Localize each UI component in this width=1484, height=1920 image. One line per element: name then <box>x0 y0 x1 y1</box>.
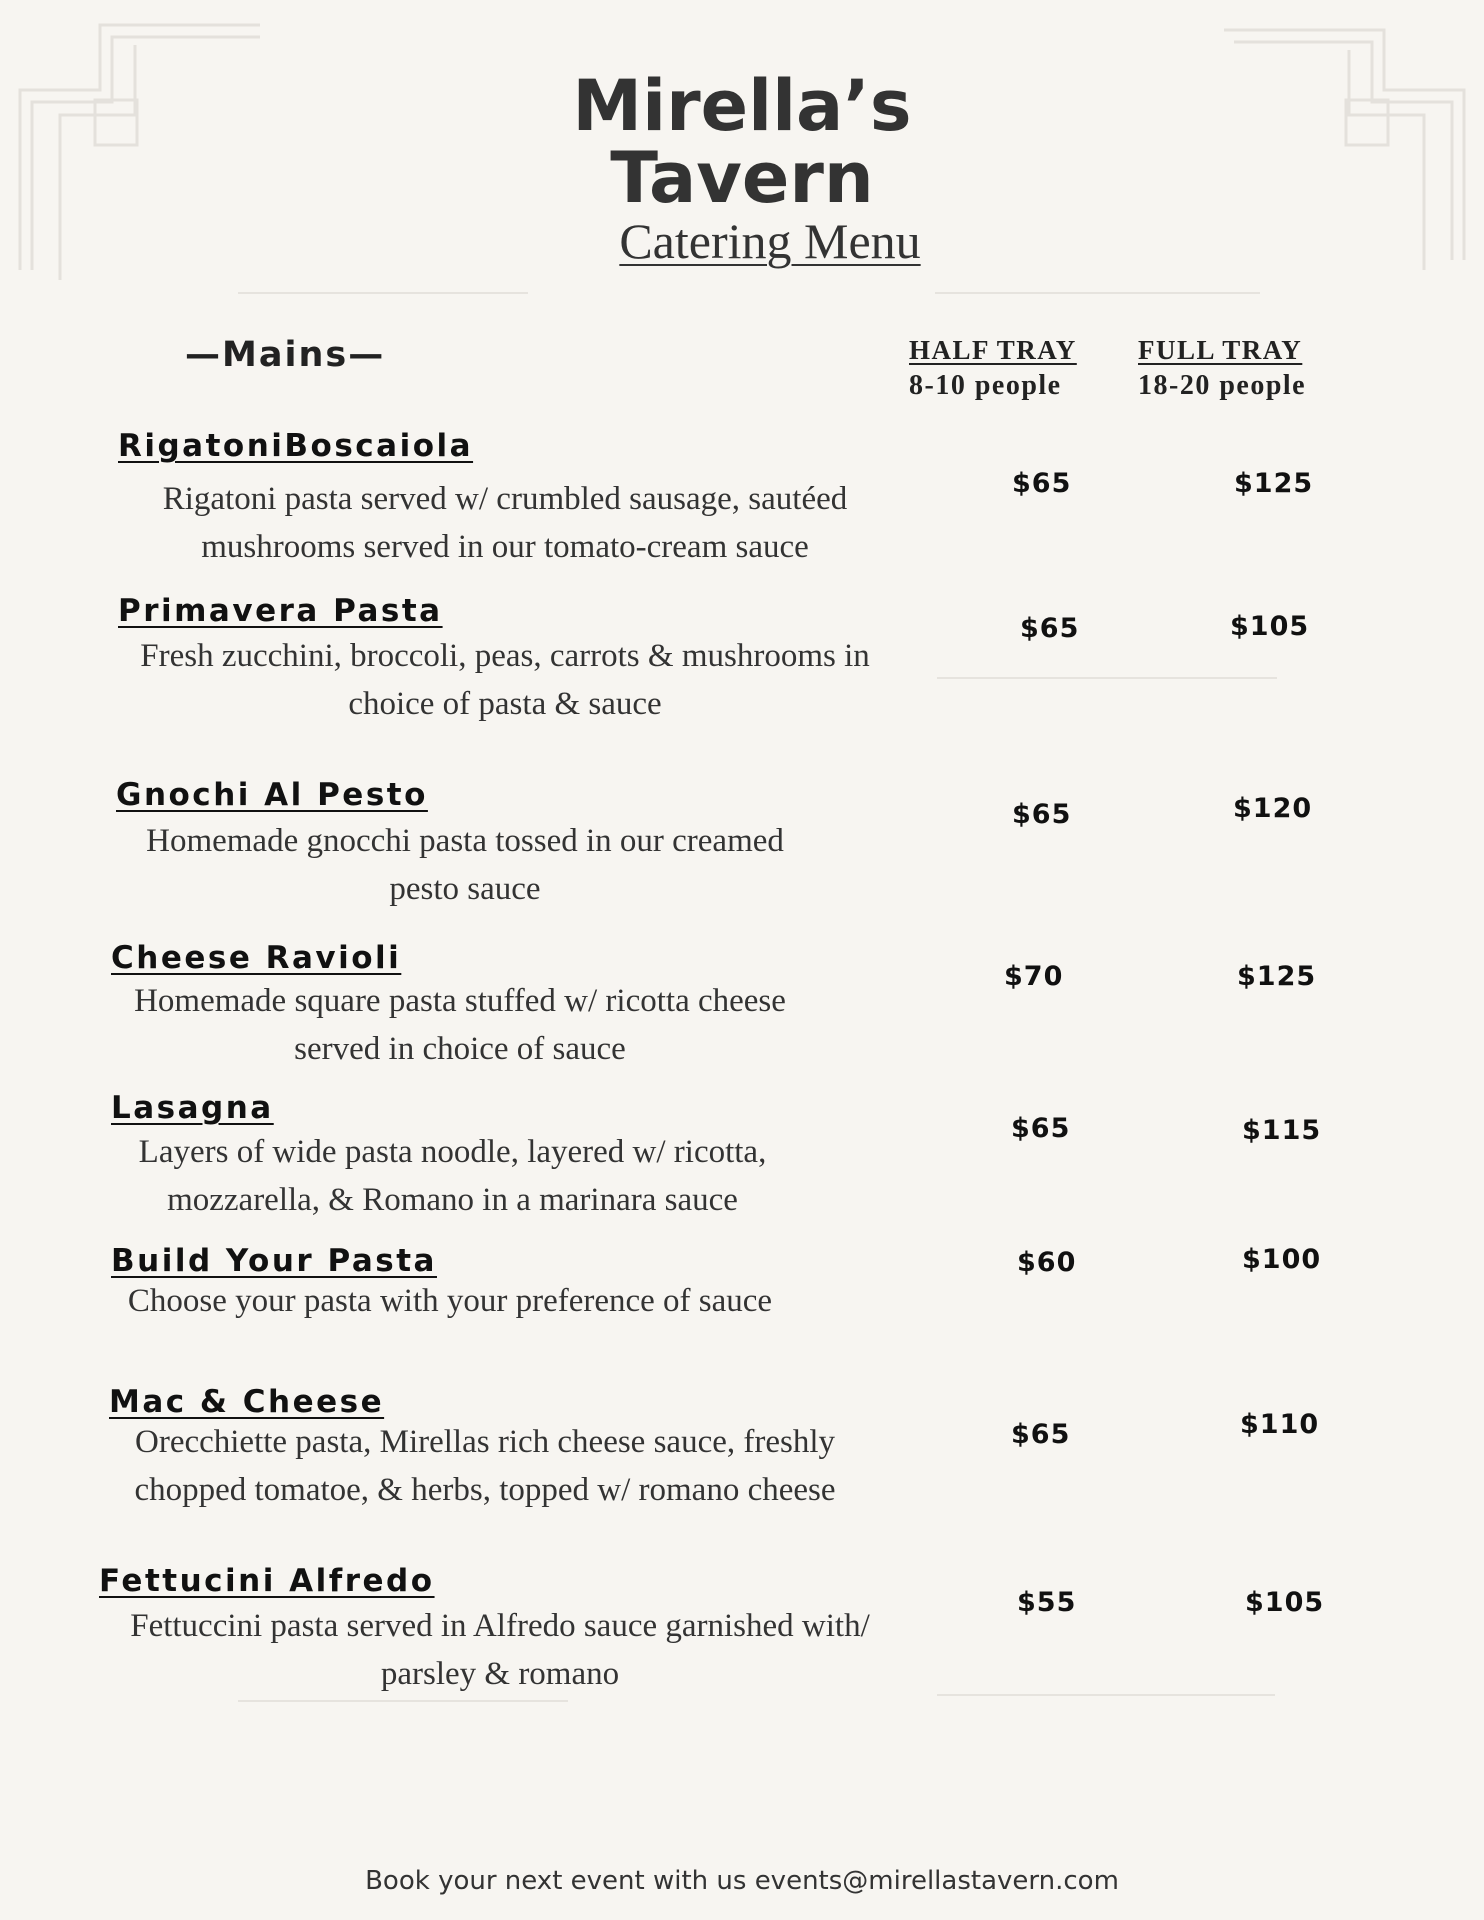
half-tray-price: $65 <box>1020 613 1080 644</box>
menu-item-name: Gnochi Al Pesto <box>116 777 428 813</box>
menu-item-description: Orecchiette pasta, Mirellas rich cheese sauce, freshly chopped tomatoe, & herbs, topped w/ romano cheese <box>134 1424 836 1508</box>
half-tray-serves: 8-10 people <box>909 370 1062 401</box>
full-tray-header <box>1138 335 1306 402</box>
half-tray-price: $65 <box>1012 799 1072 830</box>
half-tray-price: $70 <box>1004 961 1064 992</box>
full-tray-price: $105 <box>1230 611 1310 642</box>
menu-item-description: Rigatoni pasta served w/ crumbled sausage, sautéed mushrooms served in our tomato-cream sauce <box>162 481 848 565</box>
menu-item-description: Homemade square pasta stuffed w/ ricotta cheese served in choice of sauce <box>134 983 786 1067</box>
full-tray-label: FULL TRAY <box>1138 335 1303 365</box>
menu-item-name: RigatoniBoscaiola <box>118 428 474 464</box>
full-tray-price: $110 <box>1240 1409 1320 1440</box>
divider-line <box>238 1700 568 1702</box>
divider-line <box>937 677 1277 679</box>
full-tray-price: $115 <box>1242 1115 1322 1146</box>
menu-item-description: Homemade gnocchi pasta tossed in our creamed pesto sauce <box>146 823 784 907</box>
divider-line <box>937 1694 1275 1696</box>
half-tray-price: $65 <box>1012 468 1072 499</box>
full-tray-price: $125 <box>1237 961 1317 992</box>
half-tray-label: HALF TRAY <box>909 335 1077 365</box>
menu-subtitle: Catering Menu <box>619 213 921 269</box>
half-tray-price: $60 <box>1017 1247 1077 1278</box>
half-tray-header <box>909 335 1077 402</box>
footer-contact: Book your next event with us events@mirellastavern.com <box>365 1866 1119 1896</box>
divider-line <box>935 292 1260 294</box>
menu-item-name: Build Your Pasta <box>111 1243 437 1279</box>
menu-item-name: Lasagna <box>111 1090 274 1126</box>
divider-line <box>238 292 528 294</box>
full-tray-price: $120 <box>1233 793 1313 824</box>
menu-item-description: Fettuccini pasta served in Alfredo sauce garnished with/ parsley & romano <box>130 1608 870 1692</box>
menu-item-name: Cheese Ravioli <box>111 940 402 976</box>
half-tray-price: $65 <box>1011 1419 1071 1450</box>
restaurant-title: Mirella’s Tavern <box>572 65 912 219</box>
menu-item-name: Mac & Cheese <box>109 1384 385 1420</box>
full-tray-serves: 18-20 people <box>1138 370 1307 401</box>
half-tray-price: $65 <box>1011 1113 1071 1144</box>
full-tray-price: $125 <box>1234 468 1314 499</box>
section-title: —Mains— <box>185 335 386 375</box>
menu-item-description: Fresh zucchini, broccoli, peas, carrots & mushrooms in choice of pasta & sauce <box>140 638 870 722</box>
full-tray-price: $105 <box>1245 1587 1325 1618</box>
menu-item-description: Choose your pasta with your preference of sauce <box>127 1283 773 1319</box>
menu-item-name: Primavera Pasta <box>118 593 443 629</box>
menu-item-name: Fettucini Alfredo <box>99 1563 435 1599</box>
menu-item-description: Layers of wide pasta noodle, layered w/ ricotta, mozzarella, & Romano in a marinara sauce <box>138 1134 767 1218</box>
half-tray-price: $55 <box>1017 1587 1077 1618</box>
full-tray-price: $100 <box>1242 1244 1322 1275</box>
